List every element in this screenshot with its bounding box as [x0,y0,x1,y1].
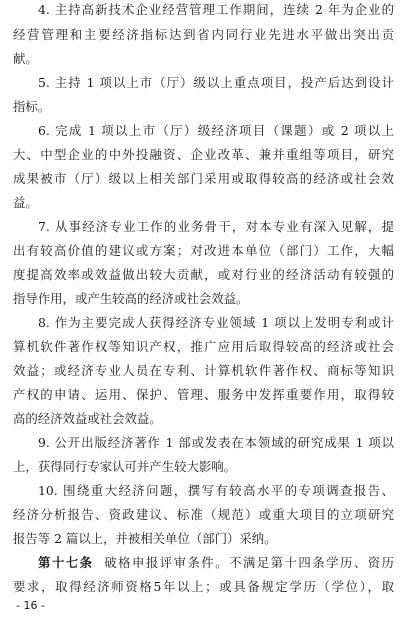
item-4-line-1: 4. 主持高新技术企业经营管理工作期间，连续 2 年为企业的 [38,2,394,17]
item-6-line-4: 益。 [13,195,38,210]
item-8-line-3: 效益；或经济专业人员在专利、计算机软件著作权、商标等知识 [13,363,394,378]
item-4-line-3: 献。 [13,51,38,66]
page-number: - 16 - [16,599,45,612]
item-9-line-1: 9. 公开出版经济著作 1 部或发表在本领域的研究成果 1 项以 [38,435,394,450]
item-4-line-2: 经营管理和主要经济指标达到省内同行业先进水平做出突出贡 [13,27,394,42]
item-8-line-1: 8. 作为主要完成人获得经济专业领域 1 项以上发明专利或计 [38,315,394,330]
item-8-line-4: 产权的申请、运用、保护、管理、服务中发挥重要作用，取得较 [13,387,394,402]
article-17-line-2: 要求，取得经济师资格5年以上；或具备规定学历（学位），取 [13,579,394,594]
item-8-line-2: 算机软件著作权等知识产权，推广应用后取得较高的经济或社会 [13,339,394,354]
article-17-line-1 [38,555,394,571]
item-10-line-3: 报告等 2 篇以上，并被相关单位（部门）采纳。 [13,531,277,546]
item-7-line-1: 7. 从事经济专业工作的业务骨干，对本专业有深入见解，提 [38,219,394,234]
item-8-line-5: 高的经济效益或社会效益。 [13,411,162,426]
item-10-line-2: 经济分析报告、资政建议、标准（规范）或重大项目的立项研究 [13,507,394,522]
item-10-line-1: 10. 围绕重大经济问题，撰写有较高水平的专项调查报告、 [38,483,394,498]
item-5-line-1: 5. 主持 1 项以上市（厅）级以上重点项目，投产后达到设计 [38,75,394,90]
item-7-line-3: 度提高效率或效益做出较大贡献，或对行业的经济活动有较强的 [13,267,394,282]
article-17-line-1-text: 破格申报评审条件。不满足第十四条学历、资历 [104,555,394,570]
item-6-line-1: 6. 完成 1 项以上市（厅）级经济项目（课题）或 2 项以上 [38,123,394,138]
item-9-line-2: 上，获得同行专家认可并产生较大影响。 [13,459,237,474]
article-17-heading: 第十七条 [38,555,94,570]
item-5-line-2: 指标。 [13,99,51,114]
item-6-line-2: 大、中型企业的中外投融资、企业改革、兼并重组等项目，研究 [13,147,394,162]
item-6-line-3: 成果被市（厅）级以上相关部门采用或取得较高的经济或社会效 [13,171,394,186]
item-7-line-2: 出有较高价值的建议或方案；对改进本单位（部门）工作，大幅 [13,243,394,258]
item-7-line-4: 指导作用，或产生较高的经济或社会效益。 [13,291,249,306]
